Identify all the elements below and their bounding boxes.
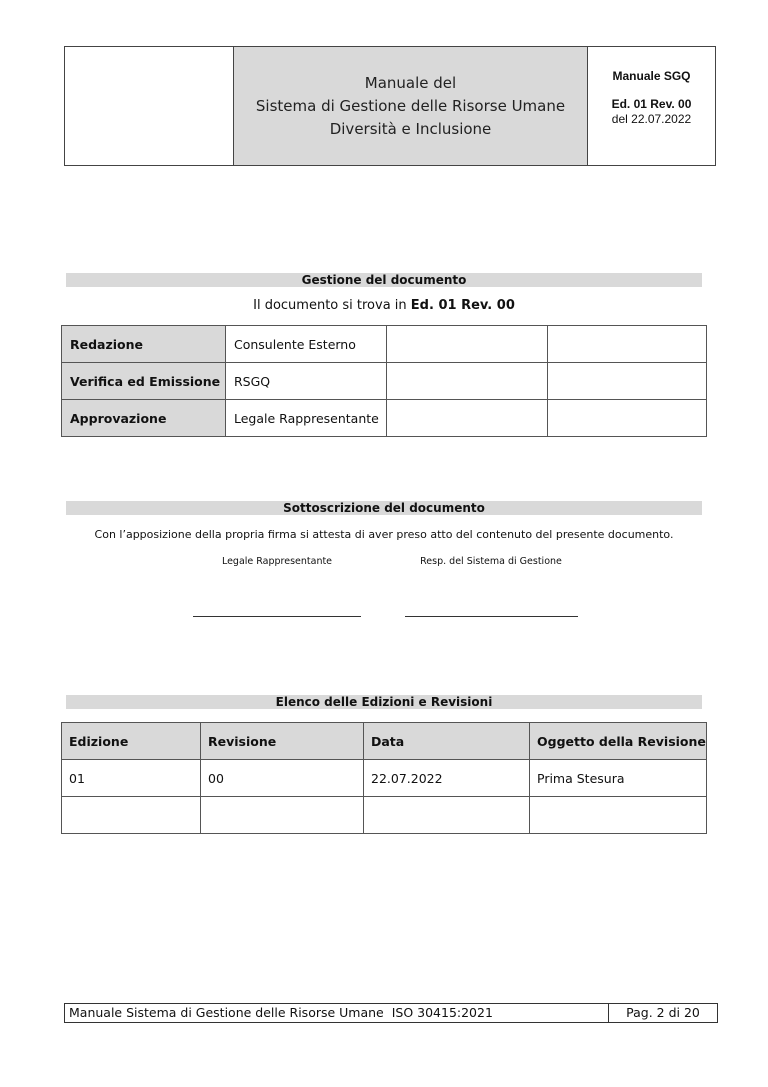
manual-title	[234, 47, 588, 165]
title-line-1: Manuale del	[364, 73, 457, 92]
edition-date: del 22.07.2022	[611, 112, 692, 126]
gestione-table	[61, 325, 707, 437]
acknowledgement-text: Con l’apposizione della propria firma si attesta di aver preso atto del contenuto del presente documento.	[94, 528, 674, 541]
signature-line	[193, 616, 361, 617]
table-cell: 01	[62, 760, 201, 797]
page-footer	[64, 1003, 718, 1023]
section-title-revisioni: Elenco delle Edizioni e Revisioni	[66, 695, 702, 709]
column-header: Revisione	[201, 723, 364, 760]
row-value: Consulente Esterno	[226, 326, 387, 363]
section-title-sottoscrizione: Sottoscrizione del documento	[66, 501, 702, 515]
signature-cell	[548, 363, 707, 400]
signature-cell	[387, 400, 548, 437]
title-line-3: Diversità e Inclusione	[329, 119, 492, 138]
title-line-2: Sistema di Gestione delle Risorse Umane	[255, 96, 566, 115]
signer-legal-representative: Legale Rappresentante	[221, 556, 333, 567]
signature-cell	[387, 363, 548, 400]
signature-line	[405, 616, 578, 617]
revisions-table	[61, 722, 707, 834]
document-location-edition: Ed. 01 Rev. 00	[410, 298, 515, 313]
footer-document-title: Manuale Sistema di Gestione delle Risorse Umane ISO 30415:2021	[65, 1004, 609, 1022]
table-cell: 00	[201, 760, 364, 797]
signature-cell	[387, 326, 548, 363]
table-row	[62, 400, 707, 437]
table-cell	[530, 797, 707, 834]
column-header: Data	[364, 723, 530, 760]
row-label: Verifica ed Emissione	[62, 363, 226, 400]
document-header	[64, 46, 716, 166]
signature-cell	[548, 326, 707, 363]
column-header: Oggetto della Revisione	[530, 723, 707, 760]
manual-code: Manuale SGQ	[612, 69, 691, 83]
row-value: Legale Rappresentante	[226, 400, 387, 437]
document-location-prefix: Il documento si trova in	[253, 298, 411, 313]
table-row	[62, 326, 707, 363]
table-cell	[364, 797, 530, 834]
logo-area	[65, 47, 234, 165]
page-number: Pag. 2 di 20	[626, 1005, 700, 1020]
table-row	[62, 363, 707, 400]
manual-meta	[588, 47, 715, 165]
table-cell: 22.07.2022	[364, 760, 530, 797]
document-location-text	[66, 298, 702, 313]
signer-system-manager: Resp. del Sistema di Gestione	[420, 556, 562, 567]
table-cell	[201, 797, 364, 834]
edition-label: Ed. 01 Rev. 00	[611, 97, 692, 111]
signature-cell	[548, 400, 707, 437]
table-cell	[62, 797, 201, 834]
column-header: Edizione	[62, 723, 201, 760]
row-value: RSGQ	[226, 363, 387, 400]
table-row	[62, 760, 707, 797]
row-label: Redazione	[62, 326, 226, 363]
row-label: Approvazione	[62, 400, 226, 437]
section-title-gestione: Gestione del documento	[66, 273, 702, 287]
table-header-row	[62, 723, 707, 760]
table-row	[62, 797, 707, 834]
table-cell: Prima Stesura	[530, 760, 707, 797]
